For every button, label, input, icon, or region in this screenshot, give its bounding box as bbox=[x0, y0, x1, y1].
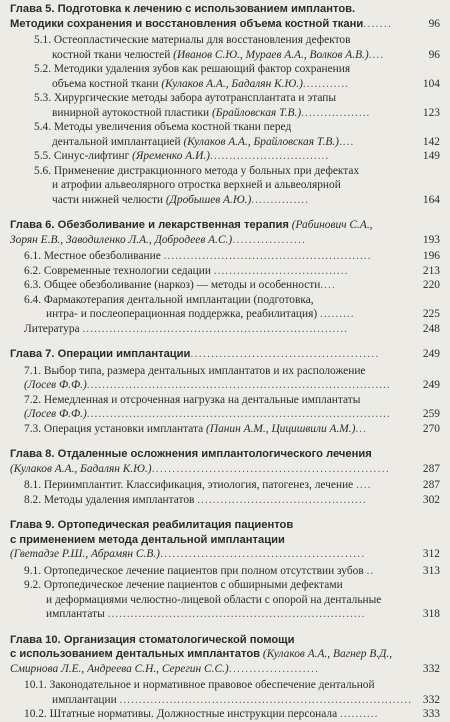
page-number: 287 bbox=[422, 462, 440, 475]
chapter-title: Зорян Е.В., Заводиленко Л.А., Добродеев А.С.).................. 193 bbox=[10, 233, 440, 246]
chapter-title: Глава 10. Организация стоматологической помощи bbox=[10, 633, 295, 646]
chapter-10 bbox=[10, 633, 440, 722]
toc-entry: 8.1. Периимплантит. Классификация, этиология, патогенез, лечение .... 287 bbox=[24, 479, 440, 491]
page-number: 249 bbox=[422, 348, 440, 360]
page-number: 104 bbox=[422, 77, 440, 90]
page-number: 248 bbox=[422, 322, 440, 335]
toc-entry: Литература ..................................................................... 248 bbox=[24, 322, 440, 335]
chapter-9 bbox=[10, 518, 440, 622]
toc-entry: 6.3. Общее обезболивание (наркоз) — методы и особенности.... 220 bbox=[24, 279, 440, 291]
toc-entry: 5.4. Методы увеличения объема костной ткани перед дентальной имплантацией (Кулаков А.А., Брайловская Т.В.).... 142 bbox=[34, 121, 440, 148]
chapter-6 bbox=[10, 218, 440, 336]
chapter-title: (Кулаков А.А., Бадалян К.Ю.).......................................................... 287 bbox=[10, 462, 440, 475]
chapter-title: с применением метода дентальной имплантации bbox=[10, 533, 285, 546]
toc-entry: 6.4. Фармакотерапия дентальной имплантации (подготовка, интра- и послеоперационная поддержка, реабилитация) ......... 225 bbox=[24, 293, 440, 320]
page-number: 96 bbox=[428, 17, 440, 30]
toc-entry: 10.2. Штатные нормативы. Должностные инструкции персонала .......... 333 bbox=[24, 708, 440, 720]
toc-entry: 10.1. Законодательное и нормативное правовое обеспечение дентальной имплантации ............................................................................ 332 bbox=[24, 679, 440, 706]
page-number: 164 bbox=[422, 193, 440, 206]
page-number: 312 bbox=[422, 548, 440, 560]
page-number: 259 bbox=[422, 408, 440, 420]
toc-entry: 7.2. Немедленная и отсроченная нагрузка на дентальные имплантаты (Лосев Ф.Ф.)............................................................................... 259 bbox=[24, 393, 440, 420]
page-number: 96 bbox=[428, 48, 440, 61]
chapter-8 bbox=[10, 447, 440, 507]
toc-entry: 5.1. Остеопластические материалы для восстановления дефектов костной ткани челюстей (Иванов С.Ю., Мураев А.А., Волков А.В.).... 96 bbox=[34, 34, 440, 61]
toc-entry: 9.1. Ортопедическое лечение пациентов при полном отсутствии зубов .. 313 bbox=[24, 564, 440, 577]
page-number: 142 bbox=[422, 135, 440, 148]
page-number: 220 bbox=[422, 279, 440, 291]
toc-entry: 9.2. Ортопедическое лечение пациентов с обширными дефектами и деформациями челюстно-лицевой области с опорой на дентальные имплантаты ................................................................... 318 bbox=[24, 579, 440, 620]
page-number: 196 bbox=[422, 250, 440, 262]
toc-entry: 5.6. Применение дистракционного метода у больных при дефектах и атрофии альвеолярного отростка верхней и альвеолярной части нижней челюсти (Дробышев А.Ю.)............... 164 bbox=[34, 164, 440, 206]
toc-entry: 5.5. Синус-лифтинг (Яременко А.И.)............................... 149 bbox=[34, 150, 440, 162]
chapter-title: Глава 7. Операции имплантации.............................................. 249 bbox=[10, 348, 440, 360]
toc-entry: 5.3. Хирургические методы забора аутотрансплантата и этапы винирной аутокостной пластики (Брайловская Т.В.).................. 123 bbox=[34, 92, 440, 119]
page-number: 333 bbox=[422, 708, 440, 720]
chapter-title: Методики сохранения и восстановления объема костной ткани....... 96 bbox=[10, 17, 440, 30]
chapter-title: Глава 8. Отдаленные осложнения имплантологического лечения bbox=[10, 448, 372, 460]
chapter-7 bbox=[10, 347, 440, 436]
page-number: 249 bbox=[422, 379, 440, 391]
page-number: 149 bbox=[422, 150, 440, 162]
chapter-title: Глава 9. Ортопедическая реабилитация пациентов bbox=[10, 519, 294, 531]
page-number: 225 bbox=[422, 308, 440, 320]
chapter-title: (Гветадзе Р.Ш., Абрамян С.В.).................................................. 312 bbox=[10, 548, 440, 560]
toc-entry: 7.1. Выбор типа, размера дентальных имплантатов и их расположение (Лосев Ф.Ф.)............................................................................... 249 bbox=[24, 364, 440, 391]
page-number: 213 bbox=[422, 264, 440, 277]
toc-entry: 7.3. Операция установки имплантата (Панин А.М., Цицишвили А.М.)... 270 bbox=[24, 422, 440, 435]
page-number: 193 bbox=[422, 233, 440, 246]
page-number: 302 bbox=[422, 493, 440, 506]
chapter-title: с использованием дентальных имплантатов (Кулаков А.А., Вагнер В.Д., bbox=[10, 648, 393, 660]
toc-entry: 6.1. Местное обезболивание ...................................................... 196 bbox=[24, 250, 440, 262]
chapter-title: Смирнова Л.Е., Андреева С.Н., Серегин С.С.)...................... 332 bbox=[10, 662, 440, 675]
page-number: 332 bbox=[422, 693, 440, 706]
page-number: 332 bbox=[422, 662, 440, 675]
page-number: 313 bbox=[422, 564, 440, 577]
chapter-title: Глава 6. Обезболивание и лекарственная терапия (Рабинович С.А., bbox=[10, 219, 373, 231]
chapter-5 bbox=[10, 2, 440, 207]
page-number: 287 bbox=[422, 479, 440, 491]
page-number: 318 bbox=[422, 608, 440, 620]
page-number: 270 bbox=[422, 422, 440, 435]
chapter-title: Глава 5. Подготовка к лечению с использованием имплантов. bbox=[10, 3, 356, 15]
toc-entry: 5.2. Методики удаления зубов как решающий фактор сохранения объема костной ткани (Кулаков А.А., Бадалян К.Ю.)............ 104 bbox=[34, 63, 440, 90]
page-number: 123 bbox=[422, 106, 440, 119]
toc-entry: 8.2. Методы удаления имплантатов ............................................ 302 bbox=[24, 493, 440, 506]
toc-entry: 6.2. Современные технологии седации ................................... 213 bbox=[24, 264, 440, 277]
